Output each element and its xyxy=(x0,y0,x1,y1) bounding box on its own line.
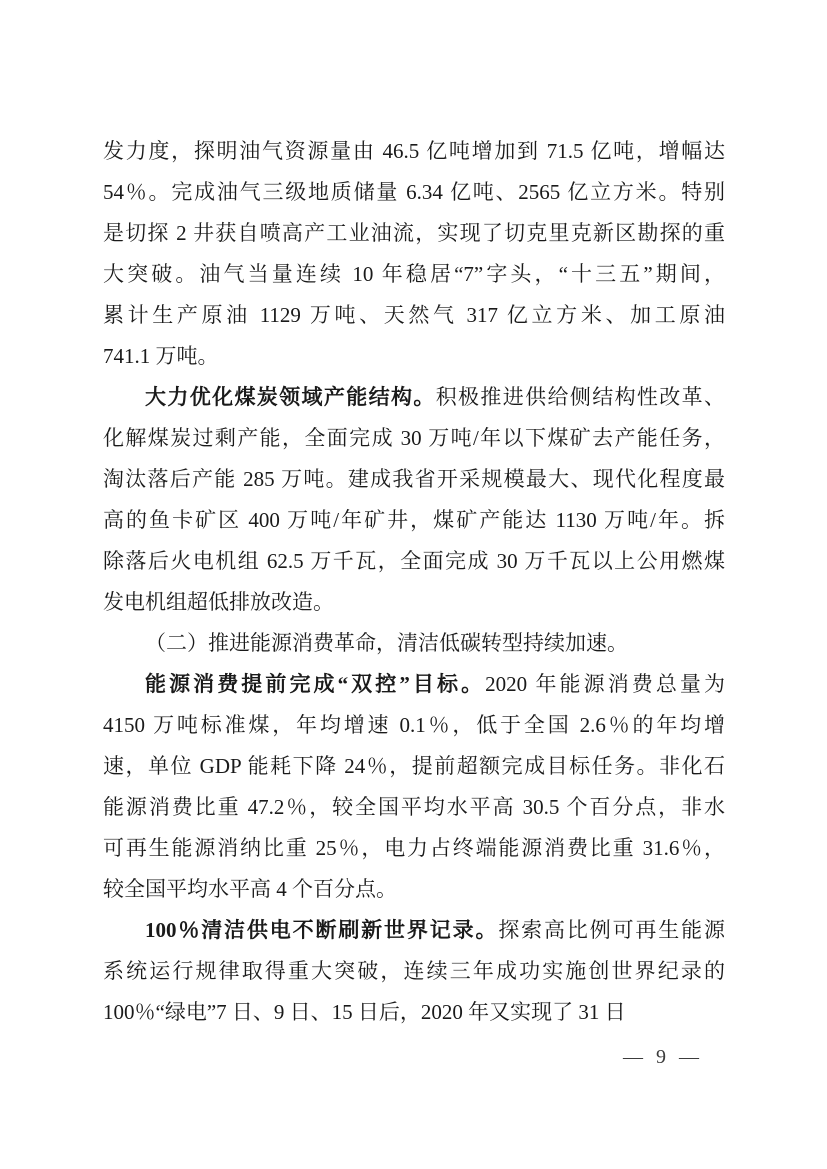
page-number: — 9 — xyxy=(623,1046,703,1068)
paragraph-text: 累计生产原油 1129 万吨、天然气 317 亿立方米、加工原油 xyxy=(103,303,725,327)
text-line xyxy=(103,869,725,910)
paragraph-text: 大突破。油气当量连续 10 年稳居“7”字头，“十三五”期间， xyxy=(103,262,725,286)
text-line xyxy=(103,951,725,992)
text-line xyxy=(103,418,725,459)
paragraph-text: 发电机组超低排放改造。 xyxy=(103,590,334,614)
text-line xyxy=(103,131,725,172)
paragraph-text: （二）推进能源消费革命，清洁低碳转型持续加速。 xyxy=(145,631,628,655)
page-footer xyxy=(623,1042,703,1072)
text-line xyxy=(103,172,725,213)
text-line xyxy=(103,295,725,336)
text-line xyxy=(103,254,725,295)
text-line xyxy=(103,582,725,623)
paragraph-text: 高的鱼卡矿区 400 万吨/年矿井，煤矿产能达 1130 万吨/年。拆 xyxy=(103,508,725,532)
paragraph-text: 发力度，探明油气资源量由 46.5 亿吨增加到 71.5 亿吨，增幅达 xyxy=(103,139,725,163)
text-line xyxy=(103,910,725,951)
paragraph-text: 除落后火电机组 62.5 万千瓦，全面完成 30 万千瓦以上公用燃煤 xyxy=(103,549,725,573)
paragraph-text: 能源消费比重 47.2％，较全国平均水平高 30.5 个百分点，非水 xyxy=(103,795,725,819)
paragraph-text: 741.1 万吨。 xyxy=(103,344,219,368)
text-line xyxy=(103,541,725,582)
text-line xyxy=(103,992,725,1033)
text-line xyxy=(103,787,725,828)
paragraph-text: 100％“绿电”7 日、9 日、15 日后，2020 年又实现了 31 日 xyxy=(103,1000,626,1024)
text-line xyxy=(103,459,725,500)
paragraph-text: 化解煤炭过剩产能，全面完成 30 万吨/年以下煤矿去产能任务， xyxy=(103,426,725,450)
document-body xyxy=(103,131,725,1033)
text-line xyxy=(103,746,725,787)
paragraph-text: 探索高比例可再生能源 xyxy=(498,918,725,942)
paragraph-text: 54％。完成油气三级地质储量 6.34 亿吨、2565 亿立方米。特别 xyxy=(103,180,725,204)
text-line xyxy=(103,664,725,705)
paragraph-text: 2020 年能源消费总量为 xyxy=(485,672,725,696)
paragraph-text: 4150 万吨标准煤，年均增速 0.1％，低于全国 2.6％的年均增 xyxy=(103,713,725,737)
text-line xyxy=(103,336,725,377)
paragraph-text: 可再生能源消纳比重 25％，电力占终端能源消费比重 31.6％， xyxy=(103,836,725,860)
text-line xyxy=(103,377,725,418)
paragraph-lead: 大力优化煤炭领域产能结构。 xyxy=(145,385,436,409)
paragraph-text: 系统运行规律取得重大突破，连续三年成功实施创世界纪录的 xyxy=(103,959,725,983)
text-line xyxy=(103,828,725,869)
paragraph-text: 积极推进供给侧结构性改革、 xyxy=(435,385,726,409)
text-line xyxy=(103,213,725,254)
paragraph-text: 较全国平均水平高 4 个百分点。 xyxy=(103,877,397,901)
paragraph-lead: 100％清洁供电不断刷新世界记录。 xyxy=(145,918,499,942)
paragraph-lead: 能源消费提前完成“双控”目标。 xyxy=(145,672,486,696)
text-line xyxy=(103,500,725,541)
paragraph-text: 淘汰落后产能 285 万吨。建成我省开采规模最大、现代化程度最 xyxy=(103,467,725,491)
section-heading xyxy=(103,623,725,664)
paragraph-text: 速，单位 GDP 能耗下降 24％，提前超额完成目标任务。非化石 xyxy=(103,754,725,778)
text-line xyxy=(103,705,725,746)
paragraph-text: 是切探 2 井获自喷高产工业油流，实现了切克里克新区勘探的重 xyxy=(103,221,725,245)
